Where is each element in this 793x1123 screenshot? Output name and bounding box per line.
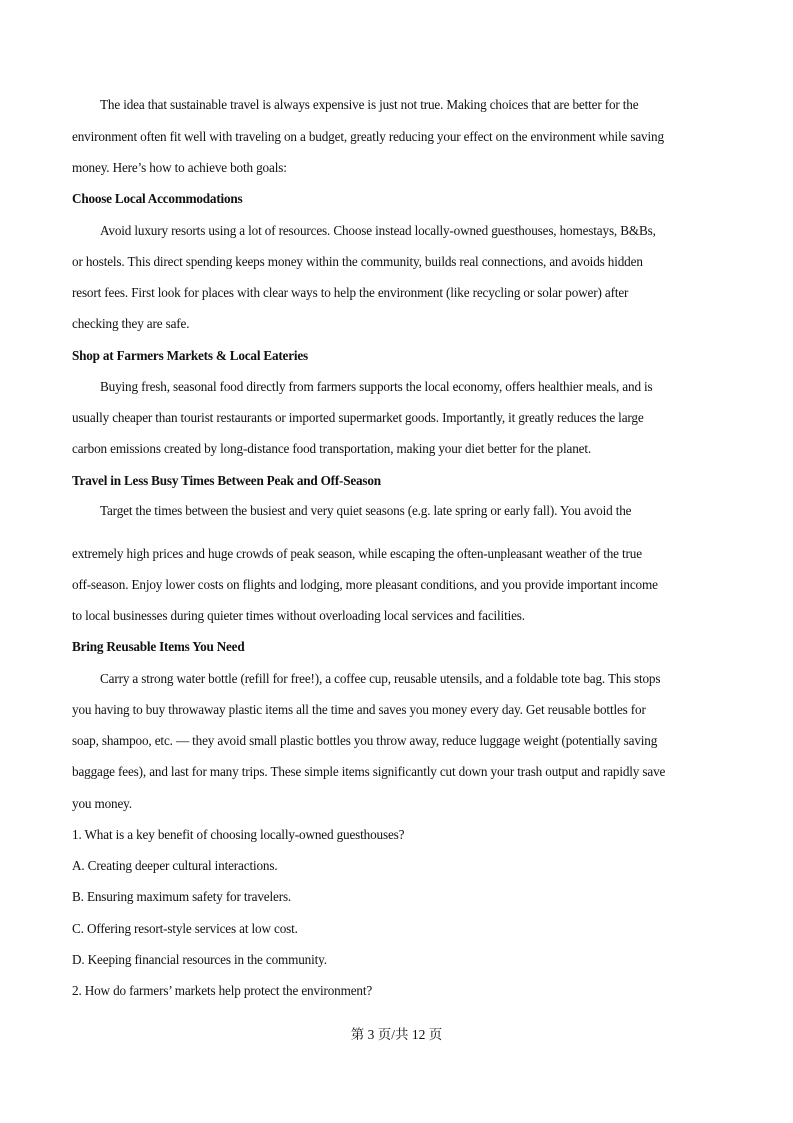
paragraph-line: carbon emissions created by long-distance food transportation, making your diet better for the planet. [72, 441, 592, 456]
paragraph-line: or hostels. This direct spending keeps money within the community, builds real connections, and avoids hidden [72, 254, 643, 269]
page-number-footer: 第 3 页/共 12 页 [350, 1027, 443, 1042]
section-heading-accommodations: Choose Local Accommodations [72, 191, 243, 206]
paragraph-line: off-season. Enjoy lower costs on flights and lodging, more pleasant conditions, and you provide important income [72, 577, 658, 592]
paragraph-line: Buying fresh, seasonal food directly from farmers supports the local economy, offers healthier meals, and is [100, 379, 653, 394]
paragraph-line: Carry a strong water bottle (refill for free!), a coffee cup, reusable utensils, and a foldable tote bag. This stops [100, 671, 661, 686]
option-d: D. Keeping financial resources in the community. [72, 952, 327, 967]
paragraph-line: you money. [72, 796, 132, 811]
paragraph-line: you having to buy throwaway plastic items all the time and saves you money every day. Get reusable bottles for [72, 702, 646, 717]
section-heading-shoulder-season: Travel in Less Busy Times Between Peak and Off-Season [72, 473, 381, 488]
intro-line: money. Here’s how to achieve both goals: [72, 160, 287, 175]
paragraph-line: Target the times between the busiest and very quiet seasons (e.g. late spring or early fall). You avoid the [100, 503, 632, 518]
paragraph-line: usually cheaper than tourist restaurants or imported supermarket goods. Importantly, it greatly reduces the large [72, 410, 644, 425]
intro-line: The idea that sustainable travel is always expensive is just not true. Making choices that are better for the [100, 97, 639, 112]
paragraph-line: checking they are safe. [72, 316, 190, 331]
option-c: C. Offering resort-style services at low cost. [72, 921, 298, 936]
paragraph-line: soap, shampoo, etc. — they avoid small plastic bottles you throw away, reduce luggage weight (potentially saving [72, 733, 658, 748]
paragraph-line: resort fees. First look for places with clear ways to help the environment (like recycling or solar power) after [72, 285, 629, 300]
paragraph-line: to local businesses during quieter times without overloading local services and facilities. [72, 608, 525, 623]
question-1: 1. What is a key benefit of choosing locally-owned guesthouses? [72, 827, 405, 842]
intro-line: environment often fit well with traveling on a budget, greatly reducing your effect on the environment while saving [72, 129, 664, 144]
option-a: A. Creating deeper cultural interactions. [72, 858, 278, 873]
paragraph-line: baggage fees), and last for many trips. These simple items significantly cut down your trash output and rapidly save [72, 764, 666, 779]
option-b: B. Ensuring maximum safety for travelers. [72, 889, 292, 904]
paragraph-line: extremely high prices and huge crowds of peak season, while escaping the often-unpleasant weather of the true [72, 546, 642, 561]
section-heading-farmers-markets: Shop at Farmers Markets & Local Eateries [72, 348, 308, 363]
section-heading-reusable-items: Bring Reusable Items You Need [72, 639, 245, 654]
paragraph-line: Avoid luxury resorts using a lot of resources. Choose instead locally-owned guesthouses, homestays, B&Bs, [100, 223, 656, 238]
question-2: 2. How do farmers’ markets help protect the environment? [72, 983, 373, 998]
